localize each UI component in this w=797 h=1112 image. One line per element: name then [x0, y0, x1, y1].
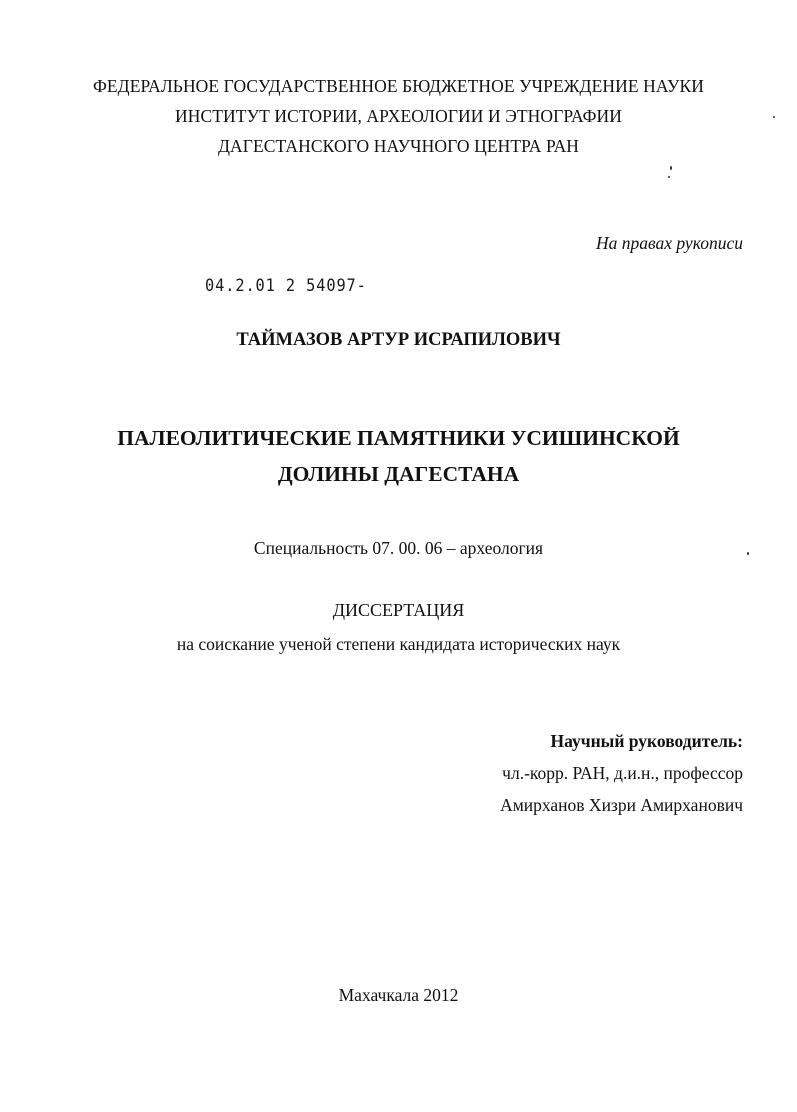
scan-speck [670, 166, 672, 170]
scan-speck [747, 552, 749, 555]
degree-description: на соискание ученой степени кандидата исторических наук [176, 634, 621, 654]
supervisor-heading: Научный руководитель: [550, 731, 743, 751]
manuscript-rights-note: На правах рукописи [596, 233, 743, 253]
scan-speck [668, 176, 670, 178]
document-type: ДИССЕРТАЦИЯ [332, 600, 465, 620]
registration-stamp: 04.2.01 2 54097- [205, 276, 367, 296]
author-name: ТАЙМАЗОВ АРТУР ИСРАПИЛОВИЧ [236, 330, 561, 350]
institution-line-2: ИНСТИТУТ ИСТОРИИ, АРХЕОЛОГИИ И ЭТНОГРАФИИ [175, 106, 622, 126]
institution-line-1: ФЕДЕРАЛЬНОЕ ГОСУДАРСТВЕННОЕ БЮДЖЕТНОЕ УЧРЕЖДЕНИЕ НАУКИ [92, 76, 705, 96]
dissertation-title-line-1: ПАЛЕОЛИТИЧЕСКИЕ ПАМЯТНИКИ УСИШИНСКОЙ [117, 426, 680, 450]
supervisor-credentials: чл.-корр. РАН, д.и.н., профессор [502, 763, 743, 783]
dissertation-title-line-2: ДОЛИНЫ ДАГЕСТАНА [277, 462, 520, 486]
institution-line-3: ДАГЕСТАНСКОГО НАУЧНОГО ЦЕНТРА РАН [217, 136, 580, 156]
supervisor-name: Амирханов Хизри Амирханович [500, 795, 743, 815]
specialty: Специальность 07. 00. 06 – археология [253, 538, 544, 558]
place-and-year: Махачкала 2012 [338, 985, 459, 1005]
scan-speck [773, 116, 775, 118]
